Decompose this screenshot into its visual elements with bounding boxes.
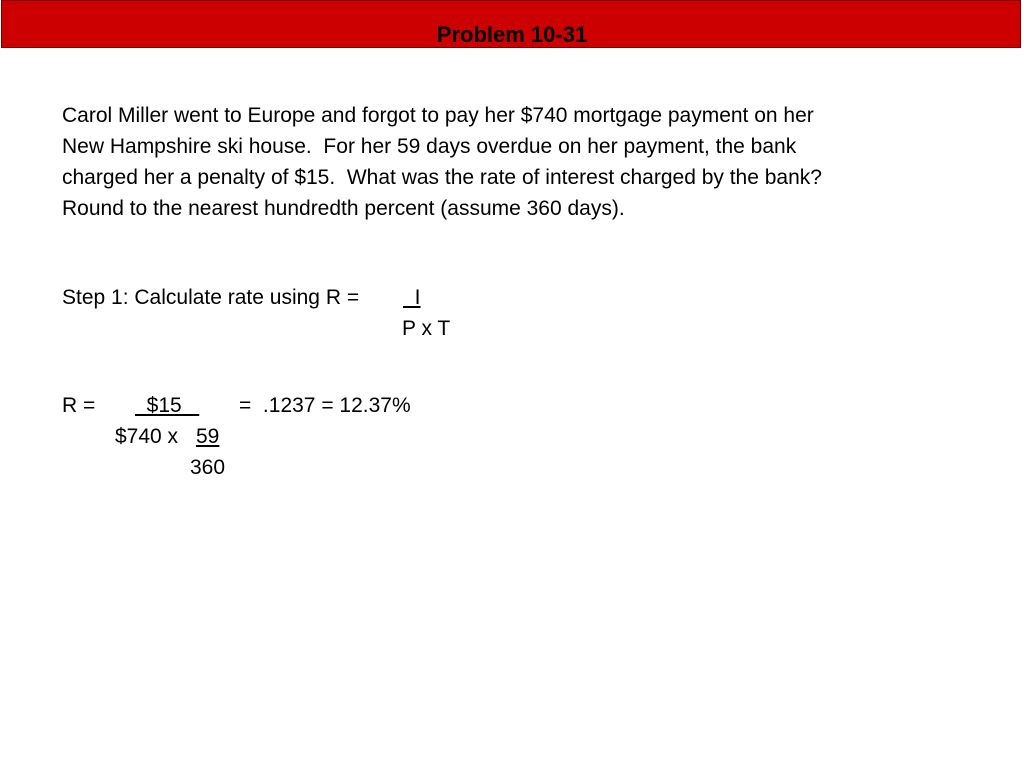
problem-statement — [62, 100, 962, 224]
slide-title: Problem 10-31 — [436, 22, 588, 47]
calc-denominator-prefix: $740 x — [115, 425, 184, 448]
calc-numerator: $15 — [135, 394, 200, 417]
step1-denominator: P x T — [402, 317, 451, 340]
problem-line: charged her a penalty of $15. What was the rate of interest charged by the bank? — [62, 166, 822, 189]
calc-days: 59 — [196, 425, 220, 448]
problem-line: Round to the nearest hundredth percent (assume 360 days). — [62, 197, 625, 220]
step1-text: Step 1: Calculate rate using R = — [62, 286, 365, 309]
calc-lhs: R = — [62, 394, 96, 417]
problem-line: New Hampshire ski house. For her 59 days overdue on her payment, the bank — [62, 135, 797, 158]
calc-result: = .1237 = 12.37% — [239, 394, 411, 417]
calc-year-days: 360 — [190, 456, 226, 479]
problem-line: Carol Miller went to Europe and forgot to pay her $740 mortgage payment on her — [62, 104, 814, 127]
step1-numerator: I — [403, 286, 421, 309]
